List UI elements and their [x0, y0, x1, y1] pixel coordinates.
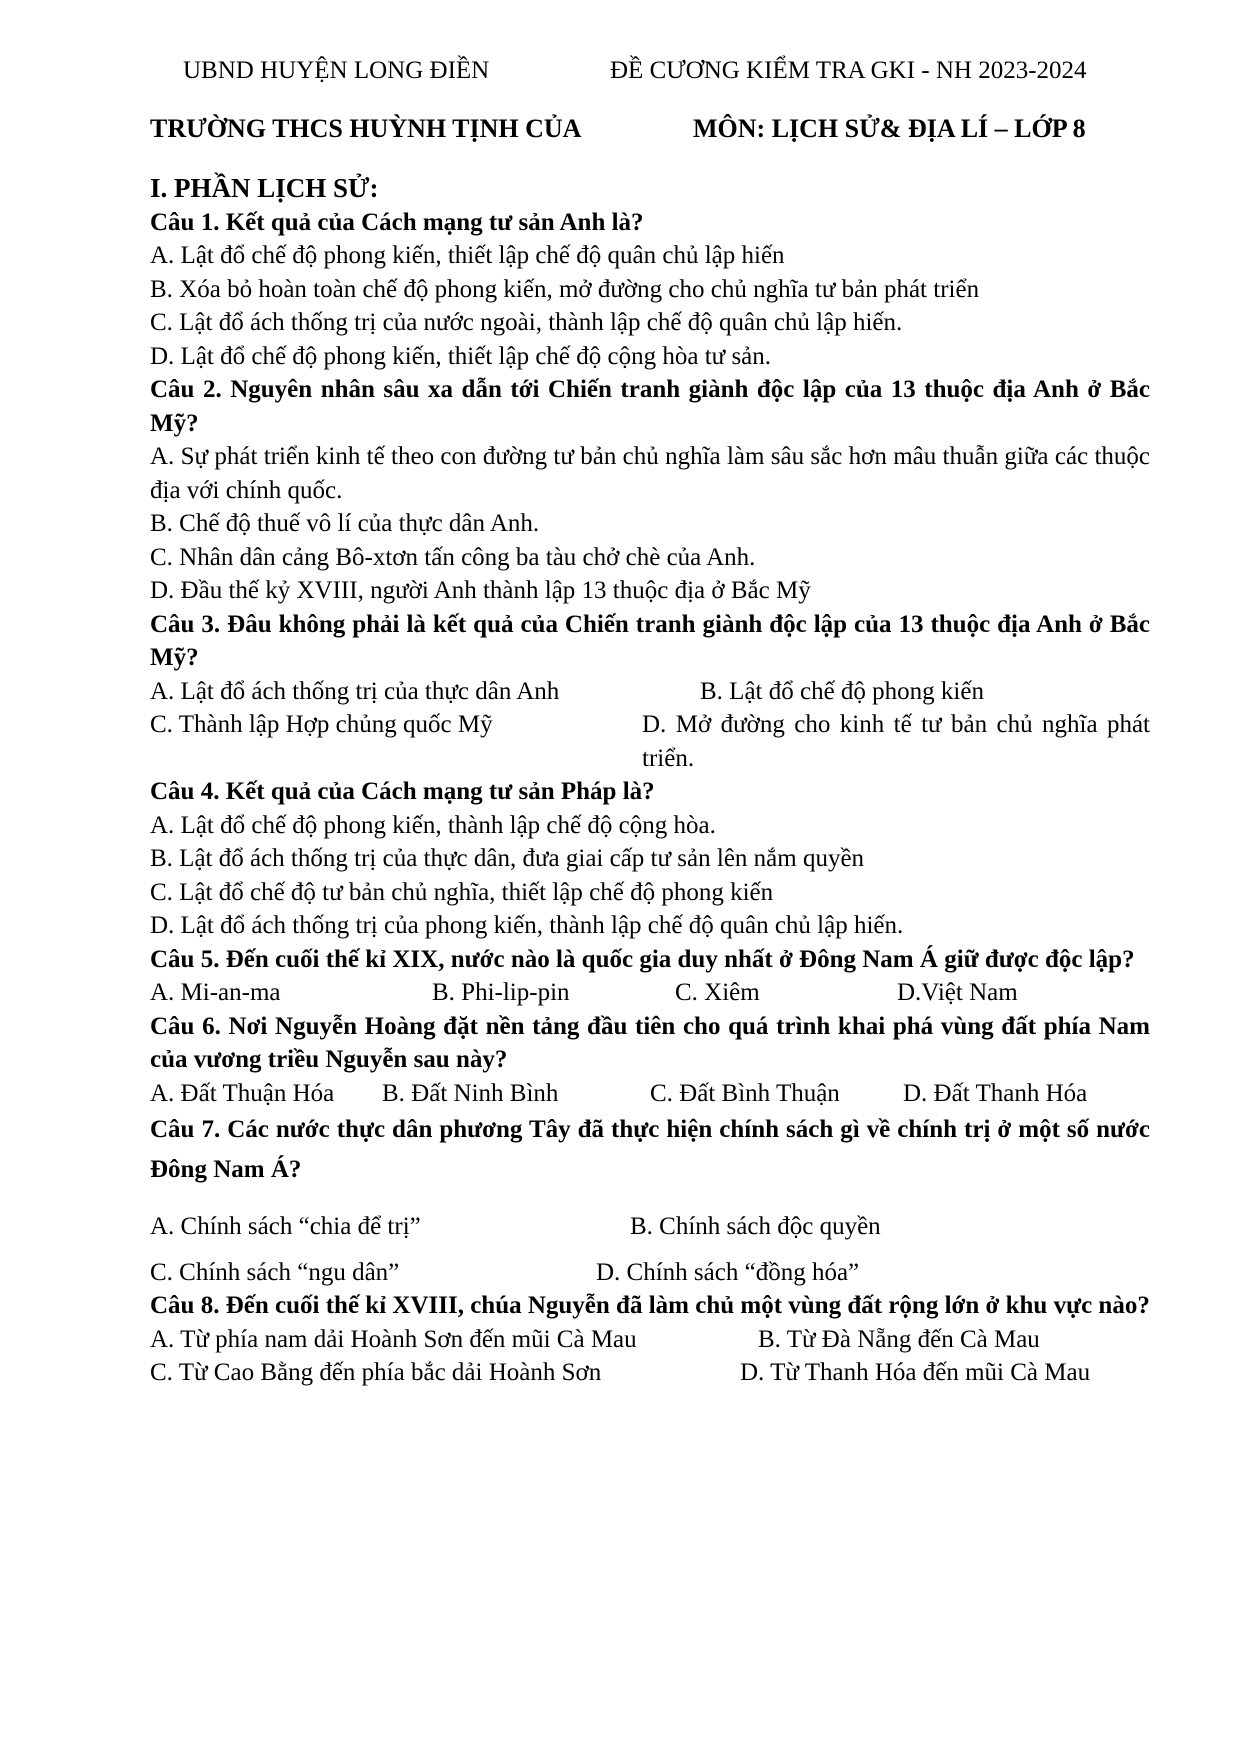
question-6-option-c: C. Đất Bình Thuận — [650, 1079, 840, 1107]
header-document-title: ĐỀ CƯƠNG KIỂM TRA GKI - NH 2023-2024 — [610, 57, 1087, 84]
question-3-option-c: C. Thành lập Hợp chủng quốc Mỹ — [150, 711, 493, 738]
question-6-option-a: A. Đất Thuận Hóa — [150, 1079, 335, 1107]
question-1-option-b: B. Xóa bỏ hoàn toàn chế độ phong kiến, mở đường cho chủ nghĩa tư bản phát triển — [150, 275, 980, 303]
question-8-options-row-2 — [150, 1356, 1150, 1390]
question-2-option-a: A. Sự phát triển kinh tế theo con đường tư bản chủ nghĩa làm sâu sắc hơn mâu thuẫn giữa các thuộc địa với chính quốc. — [150, 443, 1150, 504]
question-8-text: . Đến cuối thế kỉ XVIII, chúa Nguyễn đã làm chủ một vùng đất rộng lớn ở khu vực nào? — [213, 1292, 1150, 1319]
question-8-option-b: B. Từ Đà Nẵng đến Cà Mau — [758, 1325, 1040, 1353]
question-3-option-d: D. Mở đường cho kinh tế tư bản chủ nghĩa phát triển. — [642, 711, 1150, 772]
question-5-option-d: D.Việt Nam — [897, 979, 1018, 1006]
question-4-option-a: A. Lật đổ chế độ phong kiến, thành lập chế độ cộng hòa. — [150, 811, 716, 839]
question-3-options-row-1 — [150, 675, 1150, 709]
question-2-option-b: B. Chế độ thuế vô lí của thực dân Anh. — [150, 510, 540, 537]
question-5-option-c: C. Xiêm — [675, 979, 760, 1006]
question-4-option-b: B. Lật đổ ách thống trị của thực dân, đưa giai cấp tư sản lên nắm quyền — [150, 845, 865, 872]
question-5-option-b: B. Phi-lip-pin — [432, 979, 570, 1006]
question-8-option-c: C. Từ Cao Bằng đến phía bắc dải Hoành Sơn — [150, 1359, 602, 1386]
question-7-options-row-1 — [150, 1210, 1150, 1244]
question-6: Câu 6. Nơi Nguyễn Hoàng đặt nền tảng đầu tiên cho quá trình khai phá vùng đất phía Nam của vương triều Nguyễn sau này? — [150, 1012, 1150, 1073]
question-4: Câu 4. Kết quả của Cách mạng tư sản Pháp là? — [150, 778, 655, 805]
question-8-option-a: A. Từ phía nam dải Hoành Sơn đến mũi Cà Mau — [150, 1325, 637, 1353]
question-6-option-d: D. Đất Thanh Hóa — [903, 1079, 1088, 1107]
question-2-option-c: C. Nhân dân cảng Bô-xtơn tấn công ba tàu chở chè của Anh. — [150, 543, 756, 571]
header-school-district: UBND HUYỆN LONG ĐIỀN — [183, 57, 490, 84]
question-7: Câu 7. Các nước thực dân phương Tây đã thực hiện chính sách gì về chính trị ở một số nước Đông Nam Á? — [150, 1116, 1150, 1183]
question-8-option-d: D. Từ Thanh Hóa đến mũi Cà Mau — [740, 1359, 1091, 1386]
question-4-option-c: C. Lật đổ chế độ tư bản chủ nghĩa, thiết lập chế độ phong kiến — [150, 878, 774, 906]
question-2-option-d: D. Đầu thế kỷ XVIII, người Anh thành lập 13 thuộc địa ở Bắc Mỹ — [150, 577, 811, 604]
question-7-options-row-2 — [150, 1256, 1150, 1290]
question-8-options-row-1 — [150, 1323, 1150, 1357]
question-7-option-b: B. Chính sách độc quyền — [630, 1213, 881, 1240]
header-subject: MÔN: LỊCH SỬ& ĐỊA LÍ – LỚP 8 — [693, 114, 1086, 143]
question-7-option-a: A. Chính sách “chia để trị” — [150, 1213, 421, 1240]
document-body — [150, 172, 1150, 1390]
question-7-option-c: C. Chính sách “ngu dân” — [150, 1258, 400, 1286]
question-5: Câu 5. Đến cuối thế kỉ XIX, nước nào là quốc gia duy nhất ở Đông Nam Á giữ được độc lập? — [150, 945, 1135, 973]
question-1-option-d: D. Lật đổ chế độ phong kiến, thiết lập chế độ cộng hòa tư sản. — [150, 342, 772, 370]
question-6-options-row — [150, 1077, 1150, 1111]
question-7-option-d: D. Chính sách “đồng hóa” — [596, 1258, 860, 1286]
question-1-option-c: C. Lật đổ ách thống trị của nước ngoài, thành lập chế độ quân chủ lập hiến. — [150, 309, 903, 336]
question-6-option-b: B. Đất Ninh Bình — [382, 1079, 559, 1107]
question-5-option-a: A. Mi-an-ma — [150, 979, 281, 1006]
question-8 — [150, 1289, 1150, 1323]
header-school-name: TRƯỜNG THCS HUỲNH TỊNH CỦA — [150, 114, 582, 143]
section-title: I. PHẦN LỊCH SỬ: — [150, 173, 379, 203]
question-5-options-row — [150, 976, 1150, 1010]
question-8-number: Câu 8 — [150, 1292, 214, 1319]
question-3-option-b: B. Lật đổ chế độ phong kiến — [700, 677, 984, 705]
question-4-option-d: D. Lật đổ ách thống trị của phong kiến, thành lập chế độ quân chủ lập hiến. — [150, 912, 904, 939]
question-1-option-a: A. Lật đổ chế độ phong kiến, thiết lập chế độ quân chủ lập hiến — [150, 242, 785, 269]
question-2: Câu 2. Nguyên nhân sâu xa dẫn tới Chiến tranh giành độc lập của 13 thuộc địa Anh ở Bắc Mỹ? — [150, 376, 1150, 437]
question-3: Câu 3. Đâu không phải là kết quả của Chiến tranh giành độc lập của 13 thuộc địa Anh ở Bắc Mỹ? — [150, 610, 1150, 671]
question-1: Câu 1. Kết quả của Cách mạng tư sản Anh là? — [150, 208, 644, 236]
question-3-option-a: A. Lật đổ ách thống trị của thực dân Anh — [150, 677, 560, 705]
